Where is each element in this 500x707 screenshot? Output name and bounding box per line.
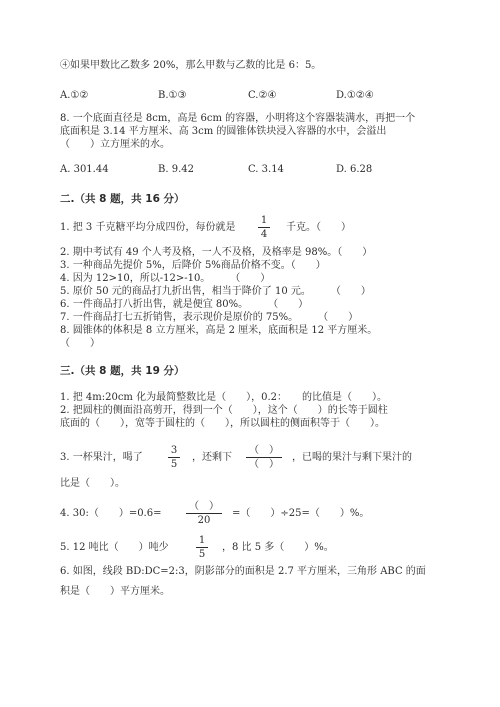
q8-option-c: C. 3.14 bbox=[248, 164, 284, 175]
s3-q5-numerator: 1 bbox=[198, 535, 206, 546]
q7-option-d: D.①②④ bbox=[336, 90, 374, 101]
s3-q4-text-b: =（ ）÷25=（ ）%。 bbox=[232, 508, 370, 519]
s3-q6-line-1: 6. 如图，线段 BD:DC=2:3，阴影部分的面积是 2.7 平方厘米，三角形 ABC 的面 bbox=[60, 566, 426, 577]
section-3-title: 三.（共 8 题，共 19 分） bbox=[60, 365, 185, 377]
q4-statement: ④如果甲数比乙数多 20%，那么甲数与乙数的比是 6：5。 bbox=[60, 60, 322, 71]
s3-q3-blank-numerator: （ ） bbox=[249, 445, 279, 456]
q7-option-a: A.①② bbox=[60, 90, 89, 101]
q8-option-d: D. 6.28 bbox=[336, 164, 373, 175]
s2-q1-denominator: 4 bbox=[260, 229, 268, 240]
s3-q4-denominator: 20 bbox=[197, 515, 211, 526]
fraction-bar bbox=[246, 457, 282, 458]
s3-q2-line-2: 底面的（ ），宽等于圆柱的（ ），所以圆柱的侧面积等于（ ）。 bbox=[60, 418, 385, 429]
s3-q5-denominator: 5 bbox=[198, 549, 206, 560]
q8-line-2: 底面积是 3.14 平方厘米、高 3cm 的圆锥体铁块浸入容器的水中，会溢出 bbox=[60, 126, 387, 137]
s3-q3-numerator: 3 bbox=[170, 445, 178, 456]
s2-q4: 4. 因为 12>10，所以-12>-10。 （ ） bbox=[60, 273, 271, 284]
s3-q3-line-2: 比是（ ）。 bbox=[60, 478, 125, 489]
s2-q1-fraction bbox=[258, 215, 270, 240]
s3-q3-blank-fraction bbox=[246, 445, 282, 470]
s2-q5: 5. 原价 50 元的商品打九折出售，相当于降价了 10 元。 （ ） bbox=[60, 286, 371, 297]
s2-q8-line-2: （ ） bbox=[60, 338, 100, 349]
q7-option-c: C.②④ bbox=[248, 90, 277, 101]
s2-q1-text: 1. 把 3 千克糖平均分成四份，每份就是 bbox=[60, 222, 236, 233]
fraction-bar bbox=[168, 457, 180, 458]
q8-option-b: B. 9.42 bbox=[158, 164, 194, 175]
s2-q7: 7. 一件商品打七五折销售，表示现价是原价的 75%。 （ ） bbox=[60, 312, 359, 323]
q8-line-1: 8. 一个底面直径是 8cm，高是 6cm 的容器，小明将这个容器装满水，再把一个 bbox=[60, 113, 416, 124]
s2-q1-suffix: 千克。（ ） bbox=[286, 222, 351, 233]
section-2-title: 二.（共 8 题，共 16 分） bbox=[60, 193, 185, 205]
s3-q3-text-c: ，已喝的果汁与剩下果汁的 bbox=[292, 452, 412, 463]
q8-option-a: A. 301.44 bbox=[60, 164, 109, 175]
fraction-bar bbox=[258, 227, 270, 228]
fraction-bar bbox=[186, 513, 222, 514]
s3-q1: 1. 把 4m:20cm 化为最简整数比是（ ），0.2： 的比值是（ ）。 bbox=[60, 392, 388, 403]
fraction-bar bbox=[196, 547, 208, 548]
s2-q2: 2. 期中考试有 49 个人考及格，一人不及格，及格率是 98%。（ ） bbox=[60, 247, 373, 258]
s3-q4-numerator: （ ） bbox=[189, 501, 219, 512]
s2-q6: 6. 一件商品打八折出售，就是便宜 80%。 （ ） bbox=[60, 299, 309, 310]
s3-q5-fraction bbox=[196, 535, 208, 560]
s3-q4-text-a: 4. 30:（ ）=0.6= bbox=[60, 508, 162, 519]
s3-q6-line-2: 积是（ ）平方厘米。 bbox=[60, 586, 170, 597]
s3-q4-fraction bbox=[186, 501, 222, 526]
q7-option-b: B.①③ bbox=[158, 90, 187, 101]
s2-q8-line-1: 8. 圆锥体的体积是 8 立方厘米，高是 2 厘米，底面积是 12 平方厘米。 bbox=[60, 325, 378, 336]
s3-q3-fraction bbox=[168, 445, 180, 470]
s3-q5-text-b: ，8 比 5 多（ ）%。 bbox=[222, 542, 334, 553]
q8-line-3: （ ）立方厘米的水。 bbox=[60, 139, 170, 150]
s3-q5-text-a: 5. 12 吨比（ ）吨少 bbox=[60, 542, 169, 553]
s3-q3-text-a: 3. 一杯果汁，喝了 bbox=[60, 452, 143, 463]
s3-q2-line-1: 2. 把圆柱的侧面沿高剪开，得到一个（ ），这个（ ）的长等于圆柱 bbox=[60, 405, 388, 416]
s2-q1-numerator: 1 bbox=[260, 215, 268, 226]
s3-q3-denominator: 5 bbox=[170, 459, 178, 470]
s3-q3-blank-denominator: （ ） bbox=[249, 459, 279, 470]
s2-q3: 3. 一种商品先提价 5%，后降价 5%商品价格不变。（ ） bbox=[60, 260, 326, 271]
s3-q3-text-b: ，还剩下 bbox=[192, 452, 232, 463]
